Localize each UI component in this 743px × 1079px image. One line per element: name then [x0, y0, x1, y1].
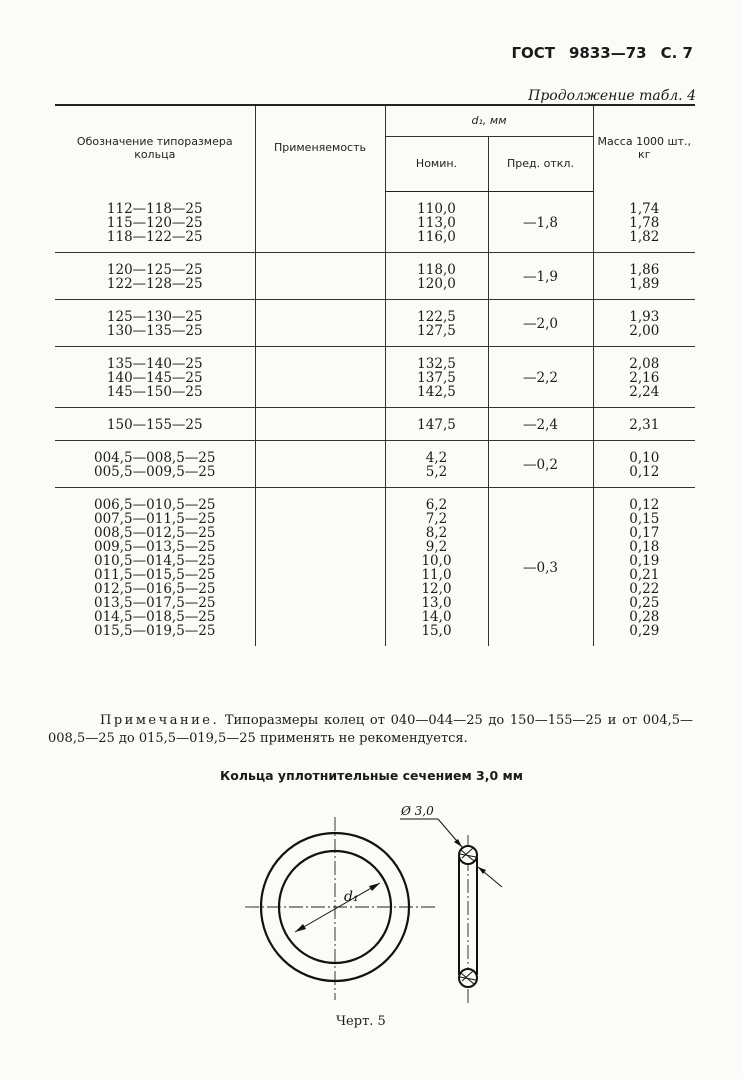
cell-designation — [55, 488, 255, 647]
cell-nominal-line: 116,0 — [417, 229, 456, 245]
cell-nominal-line: 11,0 — [421, 567, 452, 583]
cell-tolerance-line: —0,3 — [523, 560, 558, 576]
leader-arrow — [454, 839, 462, 847]
cell-designation-line: 122—128—25 — [106, 276, 203, 292]
table-row — [55, 253, 695, 300]
cell-designation-line: 150—155—25 — [106, 417, 203, 433]
cell-tolerance-line: —0,2 — [523, 457, 558, 473]
cell-mass-line: 1,78 — [629, 214, 660, 231]
cell-mass-line: 1,86 — [629, 262, 660, 278]
page-number: С. 7 — [660, 44, 693, 62]
cell-nominal-line: 110,0 — [417, 201, 456, 217]
spec-table-body — [55, 192, 695, 647]
cell-nominal-line: 13,0 — [421, 595, 452, 611]
cell-nominal-line: 147,5 — [417, 417, 456, 433]
cell-nominal-line: 120,0 — [417, 276, 456, 292]
cell-nominal-line: 8,2 — [425, 525, 448, 541]
cell-designation-line: 008,5—012,5—25 — [94, 525, 216, 541]
cell-mass — [593, 192, 695, 253]
cell-nominal-line: 137,5 — [417, 370, 456, 386]
cell-mass — [593, 347, 695, 408]
cell-tolerance — [488, 441, 593, 488]
table-row — [55, 300, 695, 347]
cell-tolerance — [488, 253, 593, 300]
cell-designation — [55, 441, 255, 488]
cell-designation-line: 118—122—25 — [106, 228, 203, 245]
cell-designation-line: 135—140—25 — [106, 356, 203, 372]
cell-applicability — [255, 347, 385, 408]
cell-mass-line: 0,15 — [629, 511, 660, 527]
cell-designation-line: 145—150—25 — [106, 384, 203, 400]
cell-nominal — [385, 488, 488, 647]
cell-tolerance — [488, 300, 593, 347]
figure-caption: Черт. 5 — [336, 1014, 386, 1029]
cell-mass-line: 2,24 — [629, 384, 660, 400]
cell-tolerance — [488, 408, 593, 441]
cell-tolerance — [488, 488, 593, 647]
cell-designation-line: 140—145—25 — [106, 370, 203, 386]
cell-designation-line: 004,5—008,5—25 — [94, 450, 216, 466]
cell-applicability — [255, 488, 385, 647]
cell-nominal-line: 14,0 — [421, 609, 452, 625]
cell-mass-line: 0,12 — [629, 464, 660, 480]
cell-designation-line: 013,5—017,5—25 — [94, 595, 216, 611]
cell-designation-line: 011,5—015,5—25 — [94, 567, 216, 583]
header-applicability: Применяемость — [255, 105, 385, 192]
cell-mass-line: 0,29 — [629, 623, 660, 639]
cell-designation-line: 015,5—019,5—25 — [94, 623, 216, 639]
cell-mass-line: 0,12 — [629, 497, 660, 513]
table-row — [55, 488, 695, 647]
cell-tolerance-line: —1,8 — [523, 215, 558, 231]
cell-mass-line: 2,00 — [629, 323, 660, 339]
cell-designation-line: 012,5—016,5—25 — [94, 581, 216, 597]
header-designation: Обозначение типоразмера кольца — [55, 105, 255, 192]
cell-mass — [593, 300, 695, 347]
cell-nominal — [385, 408, 488, 441]
cell-designation-line: 120—125—25 — [106, 262, 203, 278]
ring-drawing — [240, 795, 520, 1010]
cell-designation — [55, 253, 255, 300]
ring-side-view — [400, 804, 502, 1003]
d1-dimension-line — [295, 883, 380, 932]
table-row — [55, 441, 695, 488]
cell-designation-line: 130—135—25 — [106, 323, 203, 339]
cell-nominal-line: 132,5 — [417, 356, 456, 372]
cell-mass — [593, 253, 695, 300]
cell-tolerance-line: —1,9 — [523, 269, 558, 285]
cell-tolerance — [488, 192, 593, 253]
cell-applicability — [255, 300, 385, 347]
d1-arrow-end — [369, 883, 380, 891]
cell-nominal-line: 7,2 — [425, 511, 448, 527]
header-nominal: Номин. — [385, 137, 488, 192]
cell-mass-line: 0,17 — [629, 525, 660, 541]
cell-designation — [55, 408, 255, 441]
cell-designation-line: 112—118—25 — [106, 200, 203, 217]
cell-applicability — [255, 408, 385, 441]
cell-mass-line: 0,22 — [629, 581, 660, 597]
cell-mass-line: 0,10 — [629, 450, 660, 466]
cell-nominal-line: 5,2 — [425, 464, 448, 480]
header-d1: d₁, мм — [385, 105, 593, 137]
cell-designation-line: 007,5—011,5—25 — [94, 511, 216, 527]
cell-designation — [55, 347, 255, 408]
cell-nominal-line: 9,2 — [425, 539, 448, 555]
cell-designation-line: 006,5—010,5—25 — [94, 497, 216, 513]
cell-mass-line: 1,74 — [629, 200, 660, 217]
ring-front-view — [245, 817, 435, 1000]
cell-mass-line: 1,93 — [629, 309, 660, 325]
cell-nominal — [385, 300, 488, 347]
cell-mass-line: 1,82 — [629, 228, 660, 245]
cell-designation-line: 125—130—25 — [106, 309, 203, 325]
cell-mass-line: 1,89 — [629, 276, 660, 292]
cell-mass-line: 2,31 — [629, 417, 660, 433]
cell-mass-line: 0,25 — [629, 595, 660, 611]
doc-code: ГОСТ — [511, 44, 555, 62]
cell-nominal — [385, 253, 488, 300]
cell-applicability — [255, 253, 385, 300]
table-row — [55, 192, 695, 253]
cell-mass-line: 2,08 — [629, 356, 660, 372]
cell-nominal-line: 10,0 — [421, 553, 452, 569]
cell-designation — [55, 192, 255, 253]
cell-applicability — [255, 441, 385, 488]
cell-nominal — [385, 347, 488, 408]
cell-applicability — [255, 192, 385, 253]
cell-nominal — [385, 192, 488, 253]
table-continuation-label: Продолжение табл. 4 — [528, 88, 696, 104]
header-mass: Масса 1000 шт., кг — [593, 105, 695, 192]
cell-designation-line: 005,5—009,5—25 — [94, 464, 216, 480]
cell-mass-line: 0,18 — [629, 539, 660, 555]
cell-nominal-line: 15,0 — [421, 623, 452, 639]
page-header — [511, 44, 693, 62]
cell-nominal-line: 4,2 — [425, 450, 448, 466]
cell-nominal-line: 142,5 — [417, 384, 456, 400]
section-title: Кольца уплотнительные сечением 3,0 мм — [220, 768, 523, 783]
cell-designation-line: 115—120—25 — [106, 214, 203, 231]
cell-nominal-line: 12,0 — [421, 581, 452, 597]
cell-mass-line: 2,16 — [629, 370, 660, 386]
note-text: Типоразмеры колец от 040—044—25 до 150—155—25 и от 004,5—008,5—25 до 015,5—019,5—25 применять не рекомендуется. — [48, 713, 693, 746]
cell-tolerance-line: —2,4 — [523, 417, 558, 433]
note-label: Примечание. — [100, 713, 220, 728]
cell-nominal-line: 6,2 — [425, 497, 448, 513]
cell-nominal-line: 127,5 — [417, 323, 456, 339]
table-row — [55, 408, 695, 441]
cell-mass — [593, 408, 695, 441]
cell-designation — [55, 300, 255, 347]
doc-number: 9833—73 — [569, 44, 647, 62]
header-tolerance: Пред. откл. — [488, 137, 593, 192]
cell-designation-line: 010,5—014,5—25 — [94, 553, 216, 569]
cell-mass — [593, 488, 695, 647]
cell-nominal-line: 113,0 — [417, 215, 456, 231]
d1-label: d₁ — [344, 889, 359, 905]
table-row — [55, 347, 695, 408]
cell-mass — [593, 441, 695, 488]
cell-mass-line: 0,19 — [629, 553, 660, 569]
spec-table-wrapper — [55, 104, 695, 646]
cell-nominal-line: 118,0 — [417, 262, 456, 278]
cell-tolerance — [488, 347, 593, 408]
diameter-label: Ø 3,0 — [401, 804, 434, 818]
d1-arrow-start — [295, 924, 306, 932]
table-note — [48, 712, 693, 748]
cell-tolerance-line: —2,2 — [523, 370, 558, 386]
cell-nominal — [385, 441, 488, 488]
cell-tolerance-line: —2,0 — [523, 316, 558, 332]
spec-table — [55, 104, 695, 646]
cell-nominal-line: 122,5 — [417, 309, 456, 325]
cell-mass-line: 0,28 — [629, 609, 660, 625]
cell-designation-line: 014,5—018,5—25 — [94, 609, 216, 625]
cell-mass-line: 0,21 — [629, 567, 660, 583]
cell-designation-line: 009,5—013,5—25 — [94, 539, 216, 555]
